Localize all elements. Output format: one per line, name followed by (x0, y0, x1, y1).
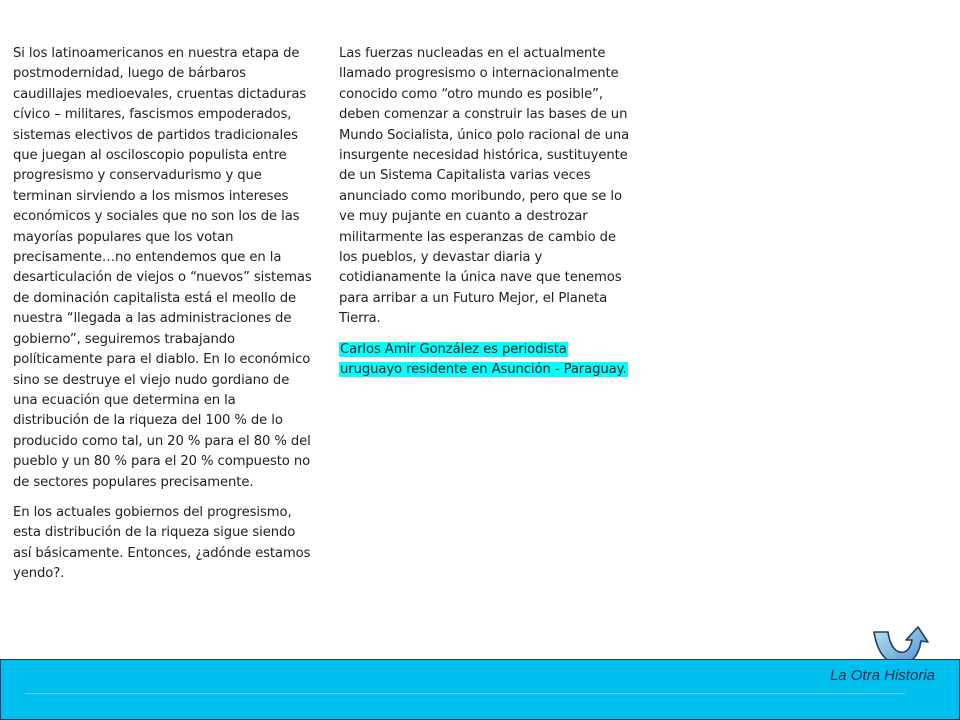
footer-bar (0, 659, 960, 720)
article-right-column (339, 44, 631, 391)
article-paragraph: Las fuerzas nucleadas en el actualmente llamado progresismo o internacionalmente conocido como “otro mundo es posible”, deben comenzar a construir las bases de un Mundo Socialista, único polo racional de una insurgente necesidad histórica, sustituyente de un Sistema Capitalista varias veces anunciado como moribundo, pero que se lo ve muy pujante en cuanto a destrozar militarmente las esperanzas de cambio de los pueblos, y devastar diaria y cotidianamente la única nave que tenemos para arribar a un Futuro Mejor, el Planeta Tierra. (339, 46, 630, 327)
article-paragraph: En los actuales gobiernos del progresismo, esta distribución de la riqueza sigue siendo así básicamente. Entonces, ¿adónde estamos yendo?. (13, 504, 311, 582)
author-note-highlight: Carlos Amir González es periodista uruguayo residente en Asunción - Paraguay. (340, 341, 627, 378)
article-left-column (13, 44, 313, 595)
author-note (339, 340, 631, 381)
footer-divider (25, 693, 905, 694)
article-paragraph: Si los latinoamericanos en nuestra etapa de postmodernidad, luego de bárbaros caudillajes medioevales, cruentas dictaduras cívico – militares, fascismos empoderados, sistemas electivos de partidos tradicionales que juegan al osciloscopio populista entre progresismo y conservadurismo y que terminan sirviendo a los mismos intereses económicos y sociales que no son los de las mayorías populares que los votan precisamente…no entendemos que en la desarticulación de viejos o “nuevos” sistemas de dominación capitalista está el meollo de nuestra “llegada a las administraciones de gobierno”, seguiremos trabajando políticamente para el diablo. En lo económico sino se destruye el viejo nudo gordiano de una ecuación que determina en la distribución de la riqueza del 100 % de lo producido como tal, un 20 % para el 80 % del pueblo y un 80 % para el 20 % compuesto no de sectores populares precisamente. (13, 46, 312, 490)
footer-title: La Otra Historia (829, 667, 935, 684)
